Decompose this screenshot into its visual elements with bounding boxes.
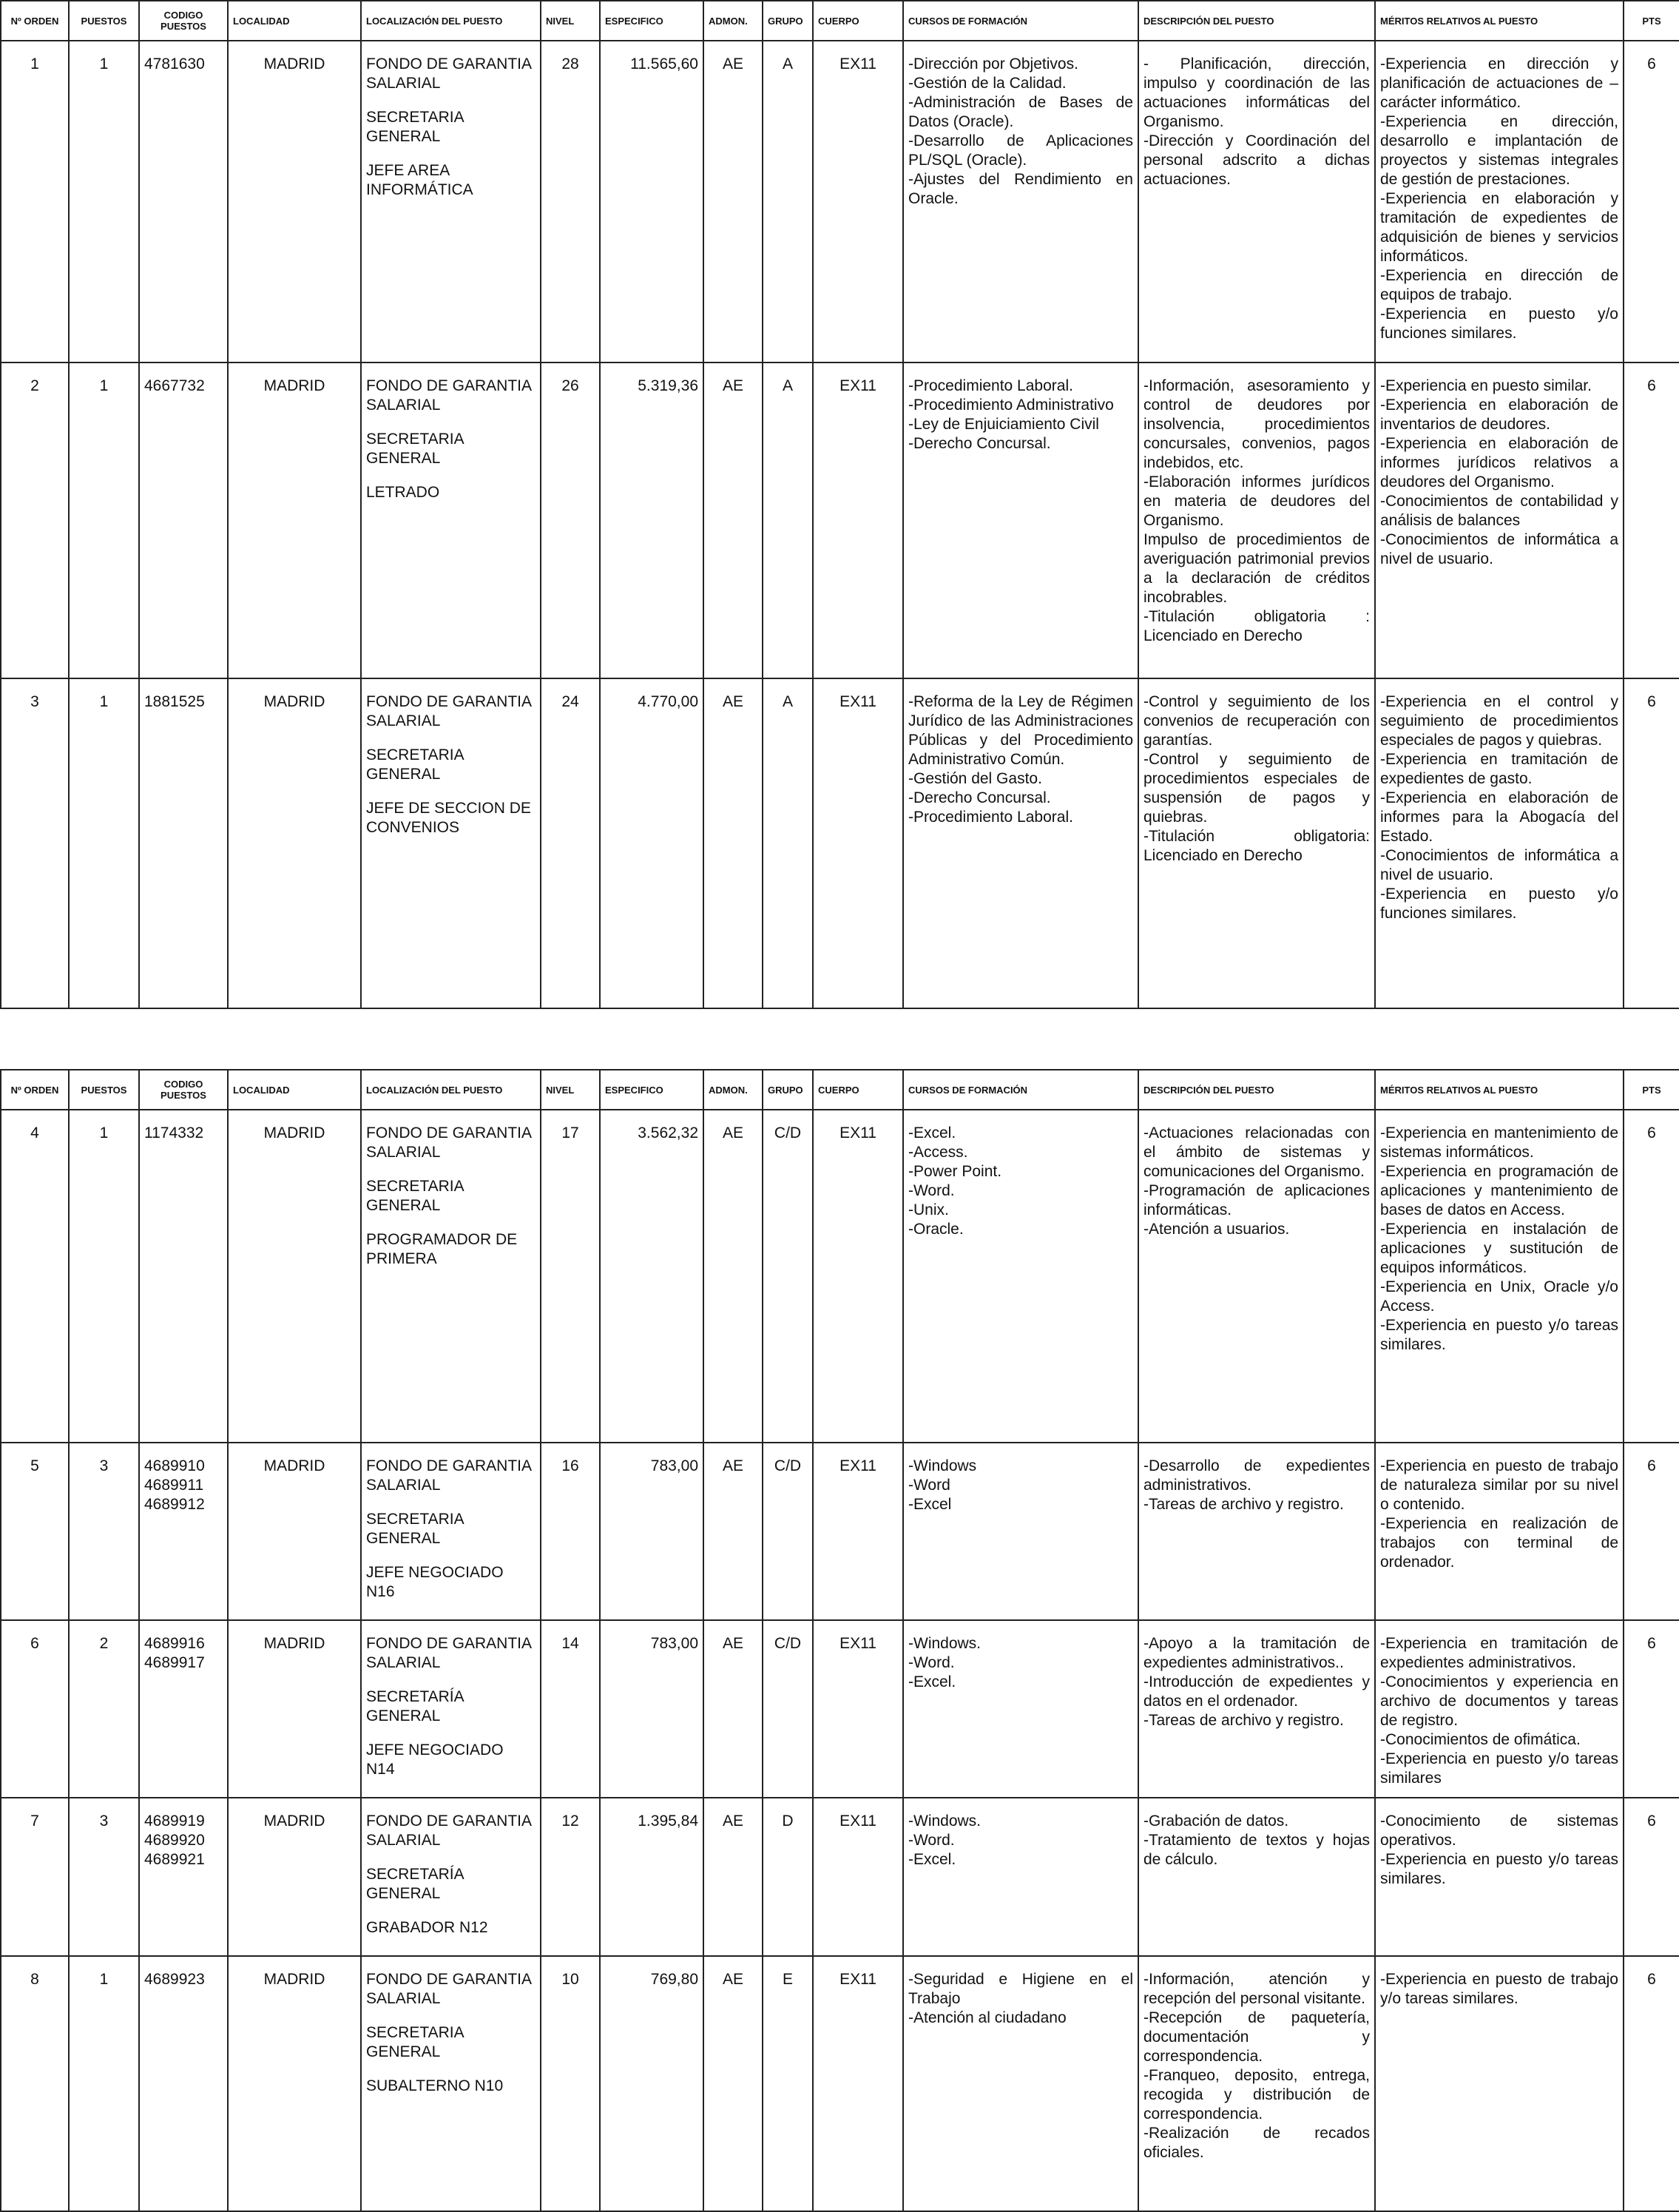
cell-nivel: 28	[541, 41, 600, 363]
header-grupo: GRUPO	[763, 1, 813, 41]
cell-codigo	[139, 1110, 228, 1443]
cell-codigo	[139, 41, 228, 363]
cell-pts: 6	[1624, 41, 1679, 363]
cell-cursos	[903, 1110, 1138, 1443]
merito-item: -Experiencia en puesto y/o tareas similares	[1380, 1750, 1618, 1787]
localizacion-line: SECRETARIA GENERAL	[366, 109, 464, 145]
header-meritos: MÉRITOS RELATIVOS AL PUESTO	[1375, 1070, 1624, 1110]
curso-item: -Power Point.	[908, 1163, 1002, 1180]
localizacion-line: PROGRAMADOR DE PRIMERA	[366, 1231, 518, 1267]
codigo-puesto: 4689920	[144, 1832, 205, 1849]
cell-pts: 6	[1624, 1798, 1679, 1956]
localizacion-line: SUBALTERNO N10	[366, 2077, 504, 2094]
descripcion-item: -Recepción de paquetería, documentación y correspondencia.	[1143, 2009, 1370, 2065]
codigo-puesto: 1174332	[144, 1124, 204, 1142]
cell-meritos	[1375, 1110, 1624, 1443]
header-localizacion: LOCALIZACIÓN DEL PUESTO	[361, 1070, 541, 1110]
curso-item: -Administración de Bases de Datos (Oracle).	[908, 94, 1133, 130]
table-header-row	[1, 1070, 1679, 1110]
merito-item: -Experiencia en puesto y/o tareas similares.	[1380, 1317, 1618, 1353]
cell-grupo: A	[763, 678, 813, 1008]
merito-item: -Experiencia en tramitación de expedientes administrativos.	[1380, 1635, 1618, 1671]
descripcion-item: -Tareas de archivo y registro.	[1143, 1496, 1344, 1513]
curso-item: -Procedimiento Laboral.	[908, 377, 1073, 394]
merito-item: -Experiencia en tramitación de expedientes de gasto.	[1380, 751, 1618, 787]
localizacion-line: JEFE AREA INFORMÁTICA	[366, 162, 473, 198]
curso-item: -Word	[908, 1477, 950, 1494]
curso-item: -Windows	[908, 1457, 977, 1474]
cell-admon: AE	[703, 1798, 763, 1956]
cell-grupo: A	[763, 41, 813, 363]
codigo-puesto: 4781630	[144, 55, 205, 73]
header-meritos: MÉRITOS RELATIVOS AL PUESTO	[1375, 1, 1624, 41]
descripcion-item: -Dirección y Coordinación del personal adscrito a dichas actuaciones.	[1143, 132, 1370, 188]
localizacion-line: SECRETARÍA GENERAL	[366, 1866, 464, 1902]
curso-item: -Windows.	[908, 1635, 982, 1652]
cell-especifico: 11.565,60	[600, 41, 703, 363]
merito-item: -Experiencia en puesto y/o funciones similares.	[1380, 306, 1618, 342]
header-pts: PTS	[1624, 1, 1679, 41]
cell-descripcion	[1138, 1620, 1375, 1798]
curso-item: -Procedimiento Laboral.	[908, 809, 1073, 826]
curso-item: -Excel	[908, 1496, 952, 1513]
cell-admon: AE	[703, 1620, 763, 1798]
cell-meritos	[1375, 41, 1624, 363]
curso-item: -Derecho Concursal.	[908, 435, 1051, 452]
localizacion-line: SECRETARIA GENERAL	[366, 431, 464, 467]
cell-puestos: 2	[69, 1620, 139, 1798]
header-codigo: CODIGO PUESTOS	[139, 1, 228, 41]
localizacion-line: GRABADOR N12	[366, 1919, 488, 1936]
descripcion-item: -Introducción de expedientes y datos en el ordenador.	[1143, 1673, 1370, 1710]
cell-localidad: MADRID	[228, 1110, 361, 1443]
cell-grupo: E	[763, 1956, 813, 2211]
cell-meritos	[1375, 1798, 1624, 1956]
plazas-table-sheet-2	[0, 1069, 1679, 2212]
cell-cuerpo: EX11	[813, 1110, 903, 1443]
merito-item: -Conocimiento de sistemas operativos.	[1380, 1813, 1618, 1849]
cell-localizacion	[361, 1620, 541, 1798]
curso-item: -Desarrollo de Aplicaciones PL/SQL (Oracle).	[908, 132, 1133, 169]
cell-meritos	[1375, 1443, 1624, 1620]
cell-grupo: A	[763, 363, 813, 678]
cell-nivel: 16	[541, 1443, 600, 1620]
cell-especifico: 3.562,32	[600, 1110, 703, 1443]
cell-puestos: 1	[69, 363, 139, 678]
codigo-puesto: 4689912	[144, 1496, 205, 1513]
cell-admon: AE	[703, 363, 763, 678]
table-header-row	[1, 1, 1679, 41]
descripcion-item: -Desarrollo de expedientes administrativos.	[1143, 1457, 1370, 1494]
cell-codigo	[139, 1798, 228, 1956]
cell-puestos: 1	[69, 1110, 139, 1443]
header-nivel: NIVEL	[541, 1070, 600, 1110]
descripcion-item: -Control y seguimiento de los convenios de recuperación con garantías.	[1143, 693, 1370, 749]
cell-localidad: MADRID	[228, 1620, 361, 1798]
localizacion-line: FONDO DE GARANTIA SALARIAL	[366, 1124, 531, 1161]
merito-item: -Conocimientos de informática a nivel de usuario.	[1380, 847, 1618, 883]
codigo-puesto: 4689923	[144, 1971, 205, 1988]
merito-item: -Experiencia en el control y seguimiento de procedimientos especiales de pagos y quiebras.	[1380, 693, 1618, 749]
header-descripcion: DESCRIPCIÓN DEL PUESTO	[1138, 1070, 1375, 1110]
descripcion-item: - Planificación, dirección, impulso y coordinación de las actuaciones informáticas del Organismo.	[1143, 55, 1370, 130]
cell-admon: AE	[703, 41, 763, 363]
cell-puestos: 3	[69, 1443, 139, 1620]
merito-item: -Experiencia en mantenimiento de sistemas informáticos.	[1380, 1124, 1618, 1161]
cell-pts: 6	[1624, 363, 1679, 678]
cell-puestos: 1	[69, 41, 139, 363]
localizacion-line: SECRETARIA GENERAL	[366, 746, 464, 783]
curso-item: -Word.	[908, 1654, 955, 1671]
cell-especifico: 4.770,00	[600, 678, 703, 1008]
merito-item: -Experiencia en dirección y planificación de actuaciones de – carácter informático.	[1380, 55, 1618, 111]
table-row	[1, 1798, 1679, 1956]
cell-especifico: 769,80	[600, 1956, 703, 2211]
merito-item: -Conocimientos de contabilidad y análisis de balances	[1380, 493, 1618, 529]
table-row	[1, 1620, 1679, 1798]
codigo-puesto: 1881525	[144, 693, 205, 710]
cell-orden: 2	[1, 363, 69, 678]
cell-meritos	[1375, 1620, 1624, 1798]
header-admon: ADMON.	[703, 1070, 763, 1110]
table-row	[1, 1956, 1679, 2211]
cell-descripcion	[1138, 363, 1375, 678]
merito-item: -Experiencia en elaboración de inventarios de deudores.	[1380, 397, 1618, 433]
localizacion-line: FONDO DE GARANTIA SALARIAL	[366, 1813, 531, 1849]
cell-cursos	[903, 1620, 1138, 1798]
table-row	[1, 41, 1679, 363]
cell-localizacion	[361, 678, 541, 1008]
cell-codigo	[139, 1620, 228, 1798]
merito-item: -Experiencia en dirección, desarrollo e implantación de proyectos y sistemas integrales de gestión de prestaciones.	[1380, 113, 1618, 188]
localizacion-line: JEFE NEGOCIADO N16	[366, 1564, 504, 1600]
cell-orden: 1	[1, 41, 69, 363]
cell-grupo: C/D	[763, 1110, 813, 1443]
localizacion-line: FONDO DE GARANTIA SALARIAL	[366, 693, 531, 729]
descripcion-item: -Atención a usuarios.	[1143, 1221, 1290, 1238]
merito-item: -Experiencia en realización de trabajos con terminal de ordenador.	[1380, 1515, 1618, 1571]
cell-nivel: 10	[541, 1956, 600, 2211]
cell-puestos: 1	[69, 678, 139, 1008]
descripcion-item: -Apoyo a la tramitación de expedientes administrativos..	[1143, 1635, 1370, 1671]
header-localidad: LOCALIDAD	[228, 1, 361, 41]
cell-pts: 6	[1624, 1620, 1679, 1798]
merito-item: -Experiencia en instalación de aplicaciones y sustitución de equipos informáticos.	[1380, 1221, 1618, 1276]
cell-meritos	[1375, 1956, 1624, 2211]
curso-item: -Reforma de la Ley de Régimen Jurídico de las Administraciones Públicas y del Procedimiento Administrativo Común.	[908, 693, 1133, 768]
table-body	[1, 1110, 1679, 2211]
header-grupo: GRUPO	[763, 1070, 813, 1110]
curso-item: -Seguridad e Higiene en el Trabajo	[908, 1971, 1133, 2007]
curso-item: -Ley de Enjuiciamiento Civil	[908, 416, 1099, 433]
header-cursos: CURSOS DE FORMACIÓN	[903, 1070, 1138, 1110]
header-orden: Nº ORDEN	[1, 1, 69, 41]
cell-localidad: MADRID	[228, 1443, 361, 1620]
header-orden: Nº ORDEN	[1, 1070, 69, 1110]
curso-item: -Gestión del Gasto.	[908, 770, 1042, 787]
curso-item: -Access.	[908, 1144, 968, 1161]
cell-codigo	[139, 363, 228, 678]
cell-especifico: 5.319,36	[600, 363, 703, 678]
header-descripcion: DESCRIPCIÓN DEL PUESTO	[1138, 1, 1375, 41]
curso-item: -Oracle.	[908, 1221, 964, 1238]
cell-orden: 8	[1, 1956, 69, 2211]
cell-nivel: 12	[541, 1798, 600, 1956]
header-especifico: ESPECIFICO	[600, 1070, 703, 1110]
header-localidad: LOCALIDAD	[228, 1070, 361, 1110]
merito-item: -Conocimientos de ofimática.	[1380, 1731, 1581, 1748]
table-row	[1, 1110, 1679, 1443]
cell-puestos: 1	[69, 1956, 139, 2211]
localizacion-line: SECRETARÍA GENERAL	[366, 1688, 464, 1724]
descripcion-item: -Información, atención y recepción del personal visitante.	[1143, 1971, 1370, 2007]
localizacion-line: FONDO DE GARANTIA SALARIAL	[366, 1635, 531, 1671]
cell-orden: 6	[1, 1620, 69, 1798]
cell-cuerpo: EX11	[813, 1956, 903, 2211]
curso-item: -Word.	[908, 1832, 955, 1849]
cell-cursos	[903, 1443, 1138, 1620]
cell-nivel: 17	[541, 1110, 600, 1443]
codigo-puesto: 4689910	[144, 1457, 205, 1474]
merito-item: -Experiencia en elaboración de informes jurídicos relativos a deudores del Organismo.	[1380, 435, 1618, 490]
codigo-puesto: 4689916	[144, 1635, 205, 1652]
merito-item: -Experiencia en elaboración de informes para la Abogacía del Estado.	[1380, 789, 1618, 845]
localizacion-line: FONDO DE GARANTIA SALARIAL	[366, 377, 531, 414]
table-row	[1, 1443, 1679, 1620]
descripcion-item: -Grabación de datos.	[1143, 1813, 1289, 1830]
cell-descripcion	[1138, 41, 1375, 363]
merito-item: -Experiencia en puesto similar.	[1380, 377, 1592, 394]
cell-orden: 3	[1, 678, 69, 1008]
cell-nivel: 26	[541, 363, 600, 678]
localizacion-line: FONDO DE GARANTIA SALARIAL	[366, 1457, 531, 1494]
cell-cursos	[903, 1798, 1138, 1956]
cell-localizacion	[361, 1110, 541, 1443]
header-especifico: ESPECIFICO	[600, 1, 703, 41]
codigo-puesto: 4689921	[144, 1851, 205, 1868]
cell-admon: AE	[703, 1956, 763, 2211]
curso-item: -Word.	[908, 1182, 955, 1199]
cell-cuerpo: EX11	[813, 363, 903, 678]
localizacion-line: JEFE NEGOCIADO N14	[366, 1741, 504, 1778]
cell-cursos	[903, 1956, 1138, 2211]
cell-descripcion	[1138, 1110, 1375, 1443]
cell-localizacion	[361, 1798, 541, 1956]
cell-especifico: 783,00	[600, 1443, 703, 1620]
header-pts: PTS	[1624, 1070, 1679, 1110]
merito-item: -Experiencia en programación de aplicaciones y mantenimiento de bases de datos en Access.	[1380, 1163, 1618, 1218]
cell-orden: 5	[1, 1443, 69, 1620]
header-puestos: PUESTOS	[69, 1, 139, 41]
descripcion-item: -Titulación obligatoria: Licenciado en Derecho	[1143, 828, 1370, 864]
curso-item: -Excel.	[908, 1673, 956, 1690]
cell-cursos	[903, 41, 1138, 363]
cell-descripcion	[1138, 1956, 1375, 2211]
descripcion-item: -Control y seguimiento de procedimientos especiales de suspensión de pagos y quiebras.	[1143, 751, 1370, 826]
header-codigo: CODIGO PUESTOS	[139, 1070, 228, 1110]
localizacion-line: FONDO DE GARANTIA SALARIAL	[366, 55, 531, 92]
cell-descripcion	[1138, 678, 1375, 1008]
localizacion-line: SECRETARIA GENERAL	[366, 1178, 464, 1214]
table-row	[1, 363, 1679, 678]
cell-descripcion	[1138, 1443, 1375, 1620]
cell-admon: AE	[703, 1443, 763, 1620]
cell-localidad: MADRID	[228, 41, 361, 363]
cell-meritos	[1375, 678, 1624, 1008]
descripcion-item: -Elaboración informes jurídicos en materia de deudores del Organismo.	[1143, 473, 1370, 529]
curso-item: -Ajustes del Rendimiento en Oracle.	[908, 171, 1133, 207]
descripcion-item: -Programación de aplicaciones informáticas.	[1143, 1182, 1370, 1218]
cell-localidad: MADRID	[228, 1956, 361, 2211]
header-localizacion: LOCALIZACIÓN DEL PUESTO	[361, 1, 541, 41]
cell-cuerpo: EX11	[813, 1443, 903, 1620]
merito-item: -Experiencia en puesto y/o funciones similares.	[1380, 886, 1618, 922]
merito-item: -Conocimientos de informática a nivel de usuario.	[1380, 531, 1618, 567]
merito-item: -Experiencia en dirección de equipos de trabajo.	[1380, 267, 1618, 303]
descripcion-item: -Franqueo, deposito, entrega, recogida y distribución de correspondencia.	[1143, 2067, 1370, 2122]
descripcion-item: -Actuaciones relacionadas con el ámbito de sistemas y comunicaciones del Organismo.	[1143, 1124, 1370, 1180]
codigo-puesto: 4689917	[144, 1654, 205, 1671]
cell-meritos	[1375, 363, 1624, 678]
localizacion-line: SECRETARIA GENERAL	[366, 2024, 464, 2060]
localizacion-line: LETRADO	[366, 484, 440, 501]
cell-cuerpo: EX11	[813, 1620, 903, 1798]
merito-item: -Experiencia en puesto de trabajo de naturaleza similar por su nivel o contenido.	[1380, 1457, 1618, 1513]
cell-nivel: 14	[541, 1620, 600, 1798]
cell-orden: 7	[1, 1798, 69, 1956]
cell-orden: 4	[1, 1110, 69, 1443]
header-cuerpo: CUERPO	[813, 1070, 903, 1110]
header-admon: ADMON.	[703, 1, 763, 41]
cell-nivel: 24	[541, 678, 600, 1008]
descripcion-item: -Información, asesoramiento y control de deudores por insolvencia, procedimientos concursales, convenios, pagos indebidos, etc.	[1143, 377, 1370, 471]
cell-localidad: MADRID	[228, 678, 361, 1008]
cell-descripcion	[1138, 1798, 1375, 1956]
header-puestos: PUESTOS	[69, 1070, 139, 1110]
cell-cuerpo: EX11	[813, 1798, 903, 1956]
merito-item: -Experiencia en Unix, Oracle y/o Access.	[1380, 1278, 1618, 1315]
cell-cursos	[903, 363, 1138, 678]
table-row	[1, 678, 1679, 1008]
cell-codigo	[139, 1956, 228, 2211]
curso-item: -Dirección por Objetivos.	[908, 55, 1078, 73]
cell-grupo: C/D	[763, 1620, 813, 1798]
plazas-table-sheet-1	[0, 0, 1679, 1009]
curso-item: -Gestión de la Calidad.	[908, 75, 1067, 92]
cell-localizacion	[361, 1956, 541, 2211]
cell-localizacion	[361, 1443, 541, 1620]
curso-item: -Excel.	[908, 1124, 956, 1142]
localizacion-line: JEFE DE SECCION DE CONVENIOS	[366, 800, 531, 836]
curso-item: -Windows.	[908, 1813, 982, 1830]
cell-grupo: C/D	[763, 1443, 813, 1620]
merito-item: -Experiencia en puesto de trabajo y/o tareas similares.	[1380, 1971, 1618, 2007]
cell-codigo	[139, 1443, 228, 1620]
descripcion-item: -Tareas de archivo y registro.	[1143, 1712, 1344, 1729]
codigo-puesto: 4689911	[144, 1477, 204, 1494]
cell-puestos: 3	[69, 1798, 139, 1956]
cell-cuerpo: EX11	[813, 41, 903, 363]
localizacion-line: FONDO DE GARANTIA SALARIAL	[366, 1971, 531, 2007]
cell-admon: AE	[703, 678, 763, 1008]
cell-cursos	[903, 678, 1138, 1008]
codigo-puesto: 4689919	[144, 1813, 205, 1830]
cell-pts: 6	[1624, 1110, 1679, 1443]
cell-pts: 6	[1624, 1956, 1679, 2211]
curso-item: -Derecho Concursal.	[908, 789, 1051, 806]
codigo-puesto: 4667732	[144, 377, 205, 394]
cell-pts: 6	[1624, 1443, 1679, 1620]
descripcion-item: -Tratamiento de textos y hojas de cálculo.	[1143, 1832, 1370, 1868]
cell-localizacion	[361, 41, 541, 363]
cell-localidad: MADRID	[228, 363, 361, 678]
cell-pts: 6	[1624, 678, 1679, 1008]
cell-especifico: 1.395,84	[600, 1798, 703, 1956]
descripcion-item: Impulso de procedimientos de averiguación patrimonial previos a la declaración de créditos incobrables.	[1143, 531, 1370, 606]
header-nivel: NIVEL	[541, 1, 600, 41]
curso-item: -Excel.	[908, 1851, 956, 1868]
curso-item: -Atención al ciudadano	[908, 2009, 1067, 2026]
descripcion-item: -Titulación obligatoria : Licenciado en Derecho	[1143, 608, 1370, 644]
cell-cuerpo: EX11	[813, 678, 903, 1008]
curso-item: -Procedimiento Administrativo	[908, 397, 1114, 414]
header-cuerpo: CUERPO	[813, 1, 903, 41]
cell-especifico: 783,00	[600, 1620, 703, 1798]
header-cursos: CURSOS DE FORMACIÓN	[903, 1, 1138, 41]
curso-item: -Unix.	[908, 1201, 949, 1218]
descripcion-item: -Realización de recados oficiales.	[1143, 2125, 1370, 2161]
cell-admon: AE	[703, 1110, 763, 1443]
merito-item: -Conocimientos y experiencia en archivo de documentos y tareas de registro.	[1380, 1673, 1618, 1729]
merito-item: -Experiencia en puesto y/o tareas similares.	[1380, 1851, 1618, 1887]
localizacion-line: SECRETARIA GENERAL	[366, 1511, 464, 1547]
merito-item: -Experiencia en elaboración y tramitación de expedientes de adquisición de bienes y servicios informáticos.	[1380, 190, 1618, 265]
cell-codigo	[139, 678, 228, 1008]
cell-localizacion	[361, 363, 541, 678]
cell-localidad: MADRID	[228, 1798, 361, 1956]
table-body	[1, 41, 1679, 1008]
cell-grupo: D	[763, 1798, 813, 1956]
